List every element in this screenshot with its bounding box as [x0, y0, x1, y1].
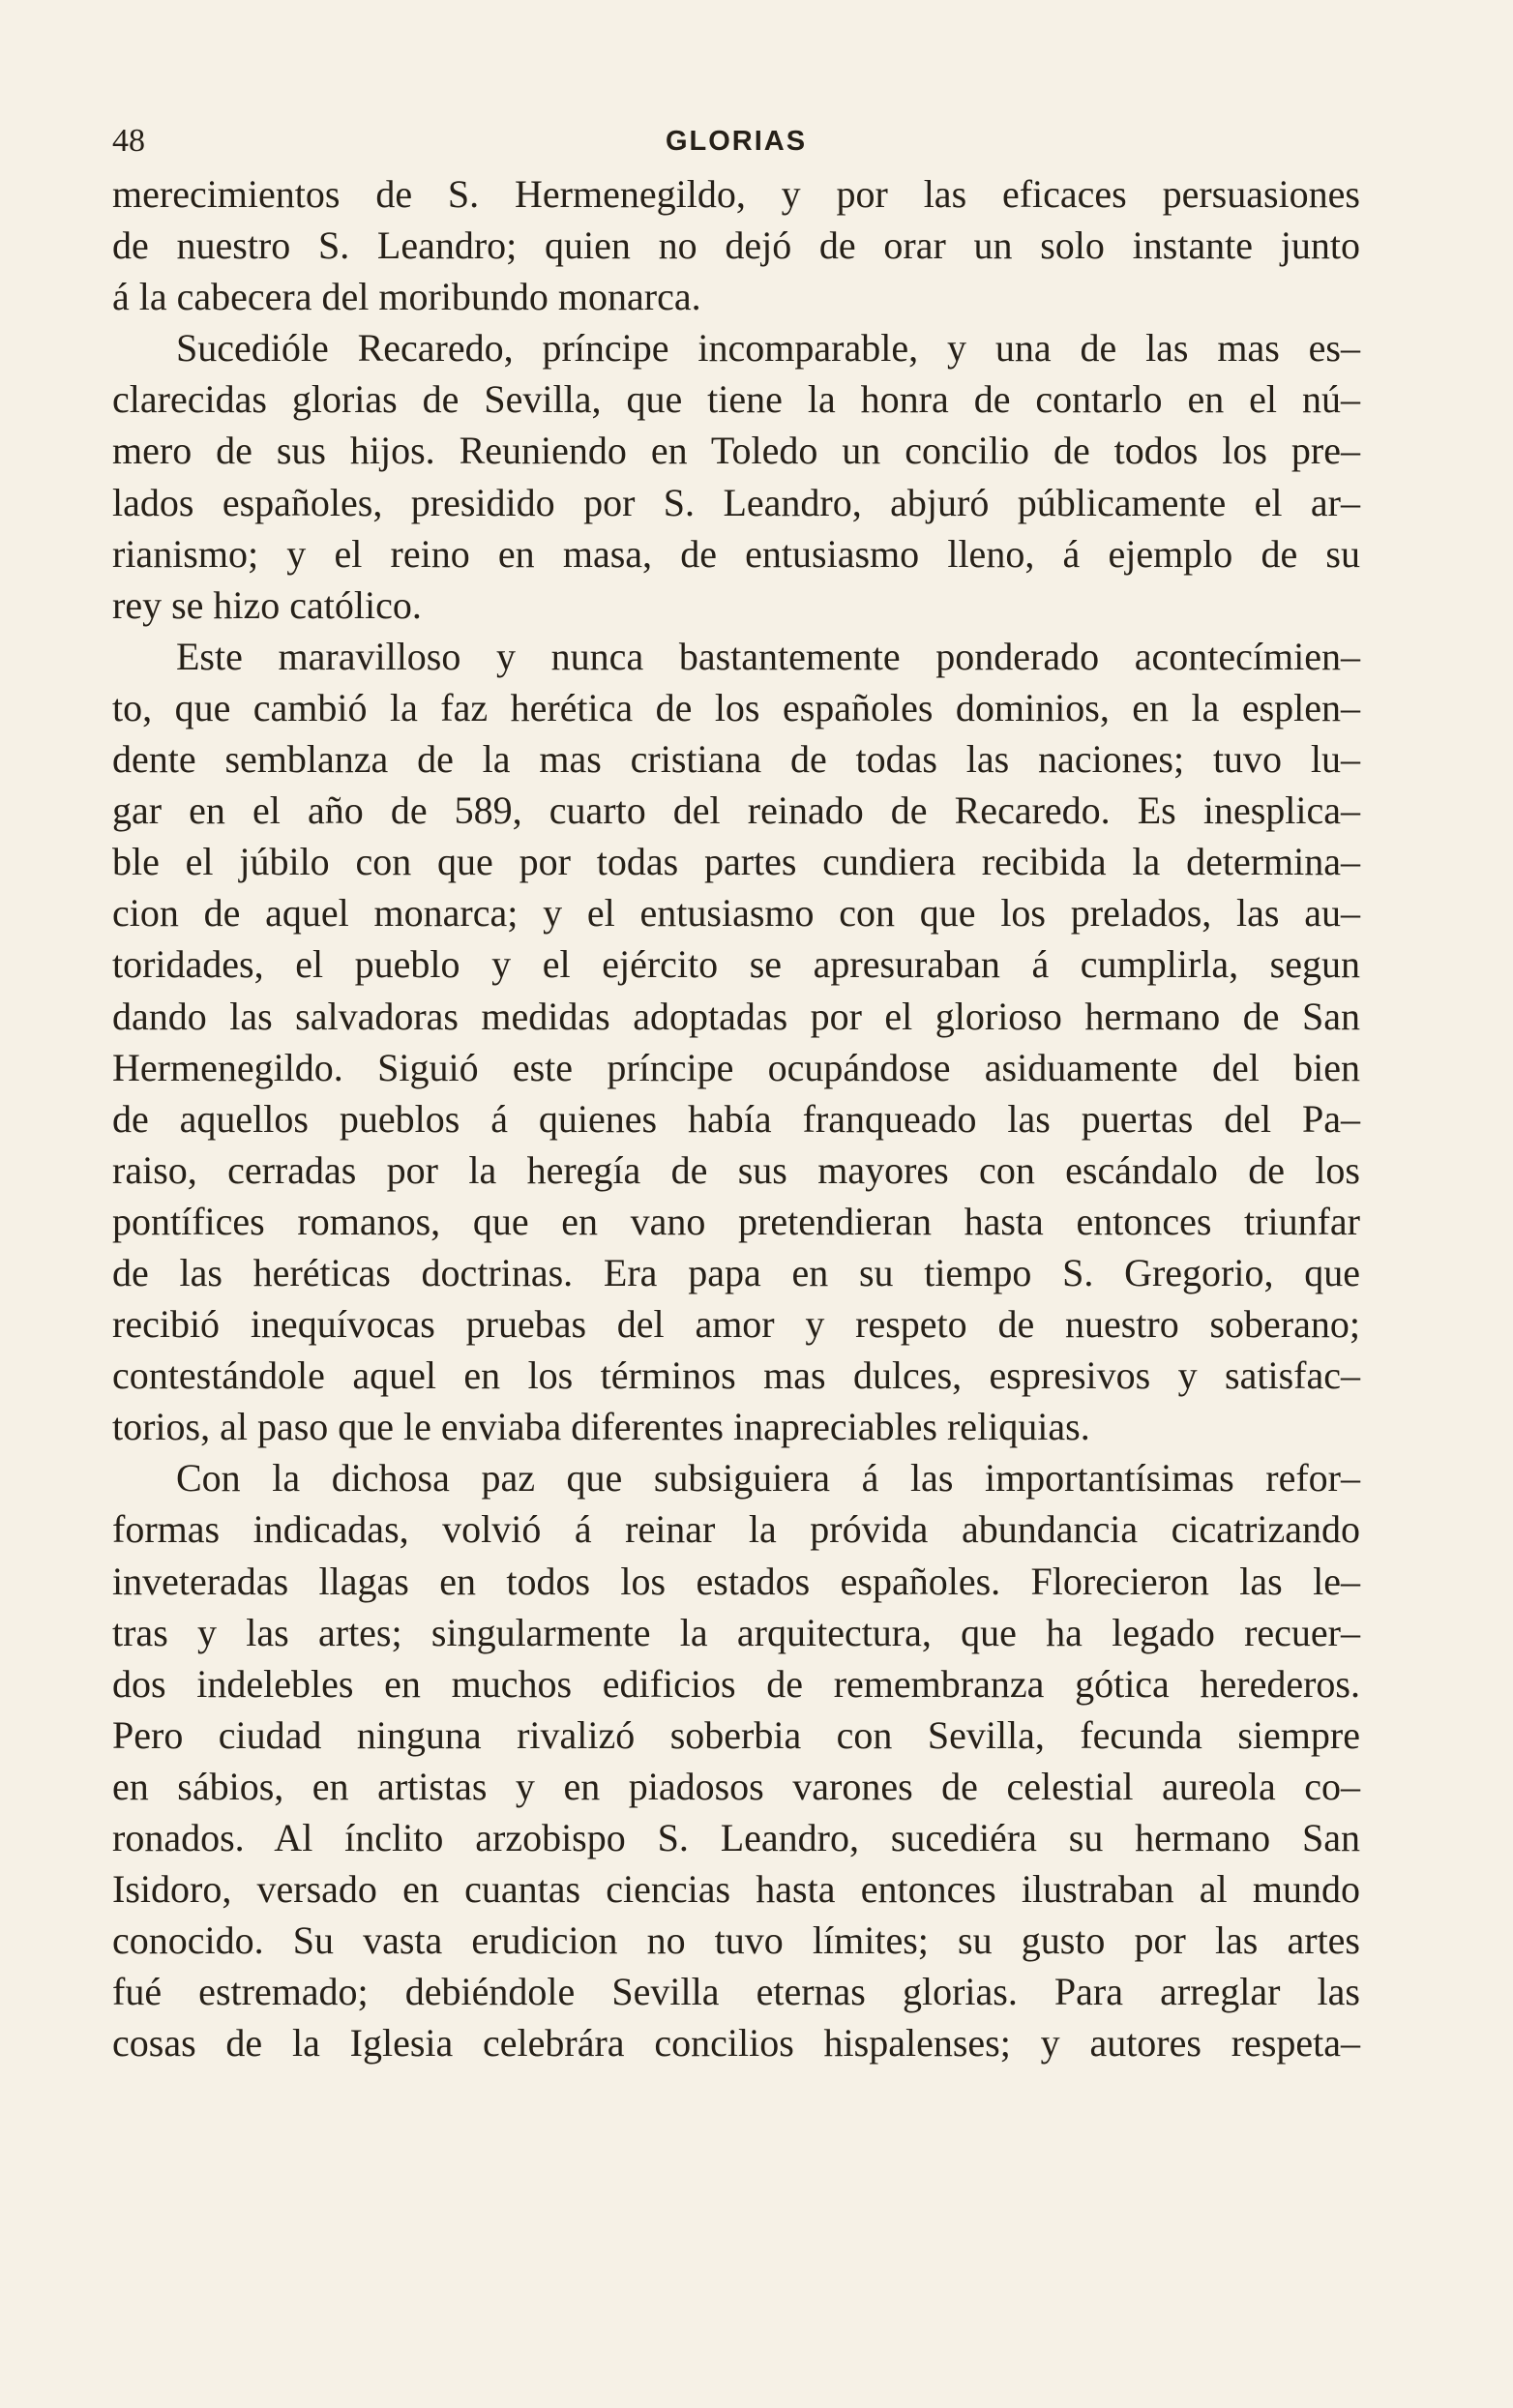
text-line: merecimientos de S. Hermenegildo, y por las eficaces persuasiones — [112, 172, 1360, 216]
text-line: en sábios, en artistas y en piadosos varones de celestial aureola co– — [112, 1764, 1360, 1808]
running-head — [112, 114, 1360, 168]
text-line: to, que cambió la faz herética de los españoles dominios, en la esplen– — [112, 685, 1360, 729]
text-line: rianismo; y el reino en masa, de entusiasmo lleno, á ejemplo de su — [112, 531, 1360, 576]
text-line: dando las salvadoras medidas adoptadas por el glorioso hermano de San — [112, 994, 1360, 1038]
text-line: dente semblanza de la mas cristiana de todas las naciones; tuvo lu– — [112, 737, 1360, 782]
text-line: de las heréticas doctrinas. Era papa en su tiempo S. Gregorio, que — [112, 1250, 1360, 1294]
text-line: recibió inequívocas pruebas del amor y respeto de nuestro soberano; — [112, 1302, 1360, 1347]
text-line: Con la dichosa paz que subsiguiera á las importantísimas refor– — [176, 1456, 1360, 1501]
text-line: clarecidas glorias de Sevilla, que tiene la honra de contarlo en el nú– — [112, 377, 1360, 422]
text-line: torios, al paso que le enviaba diferentes inapreciables reliquias. — [112, 1405, 1090, 1449]
text-line: Sucedióle Recaredo, príncipe incomparable, y una de las mas es– — [176, 326, 1360, 371]
text-line: inveteradas llagas en todos los estados españoles. Florecieron las le– — [112, 1559, 1360, 1603]
page-number: 48 — [112, 123, 145, 159]
text-line: conocido. Su vasta erudicion no tuvo límites; su gusto por las artes — [112, 1918, 1360, 1963]
text-line: Pero ciudad ninguna rivalizó soberbia con Sevilla, fecunda siempre — [112, 1712, 1360, 1757]
text-line: Hermenegildo. Siguió este príncipe ocupándose asiduamente del bien — [112, 1045, 1360, 1089]
text-line: toridades, el pueblo y el ejército se apresuraban á cumplirla, segun — [112, 942, 1360, 987]
body-text — [112, 168, 1360, 2068]
text-line: de nuestro S. Leandro; quien no dejó de orar un solo instante junto — [112, 223, 1360, 268]
text-line: raiso, cerradas por la heregía de sus mayores con escándalo de los — [112, 1147, 1360, 1192]
text-line: contestándole aquel en los términos mas dulces, espresivos y satisfac– — [112, 1353, 1360, 1398]
text-line: á la cabecera del moribundo monarca. — [112, 275, 701, 319]
text-line: gar en el año de 589, cuarto del reinado de Recaredo. Es inesplica– — [112, 788, 1360, 833]
text-line: rey se hizo católico. — [112, 582, 422, 627]
text-line: lados españoles, presidido por S. Leandro, abjuró públicamente el ar– — [112, 480, 1360, 524]
text-line: Isidoro, versado en cuantas ciencias hasta entonces ilustraban al mundo — [112, 1867, 1360, 1912]
text-line: mero de sus hijos. Reuniendo en Toledo un concilio de todos los pre– — [112, 429, 1360, 473]
text-line: de aquellos pueblos á quienes había franqueado las puertas del Pa– — [112, 1096, 1360, 1141]
text-line: dos indelebles en muchos edificios de remembranza gótica herederos. — [112, 1661, 1360, 1706]
text-line: formas indicadas, volvió á reinar la próvida abundancia cicatrizando — [112, 1507, 1360, 1552]
running-title: GLORIAS — [665, 126, 808, 157]
text-line: fué estremado; debiéndole Sevilla eternas glorias. Para arreglar las — [112, 1970, 1360, 2014]
text-line: ronados. Al ínclito arzobispo S. Leandro, sucediéra su hermano San — [112, 1816, 1360, 1859]
text-line: ble el júbilo con que por todas partes cundiera recibida la determina– — [112, 840, 1360, 884]
text-line: Este maravilloso y nunca bastantemente ponderado acontecímien– — [176, 634, 1360, 678]
text-line: pontífices romanos, que en vano pretendieran hasta entonces triunfar — [112, 1199, 1360, 1243]
text-line: tras y las artes; singularmente la arquitectura, que ha legado recuer– — [112, 1610, 1360, 1654]
text-line: cion de aquel monarca; y el entusiasmo con que los prelados, las au– — [112, 891, 1360, 936]
text-line: cosas de la Iglesia celebrára concilios hispalenses; y autores respeta– — [112, 2021, 1360, 2066]
